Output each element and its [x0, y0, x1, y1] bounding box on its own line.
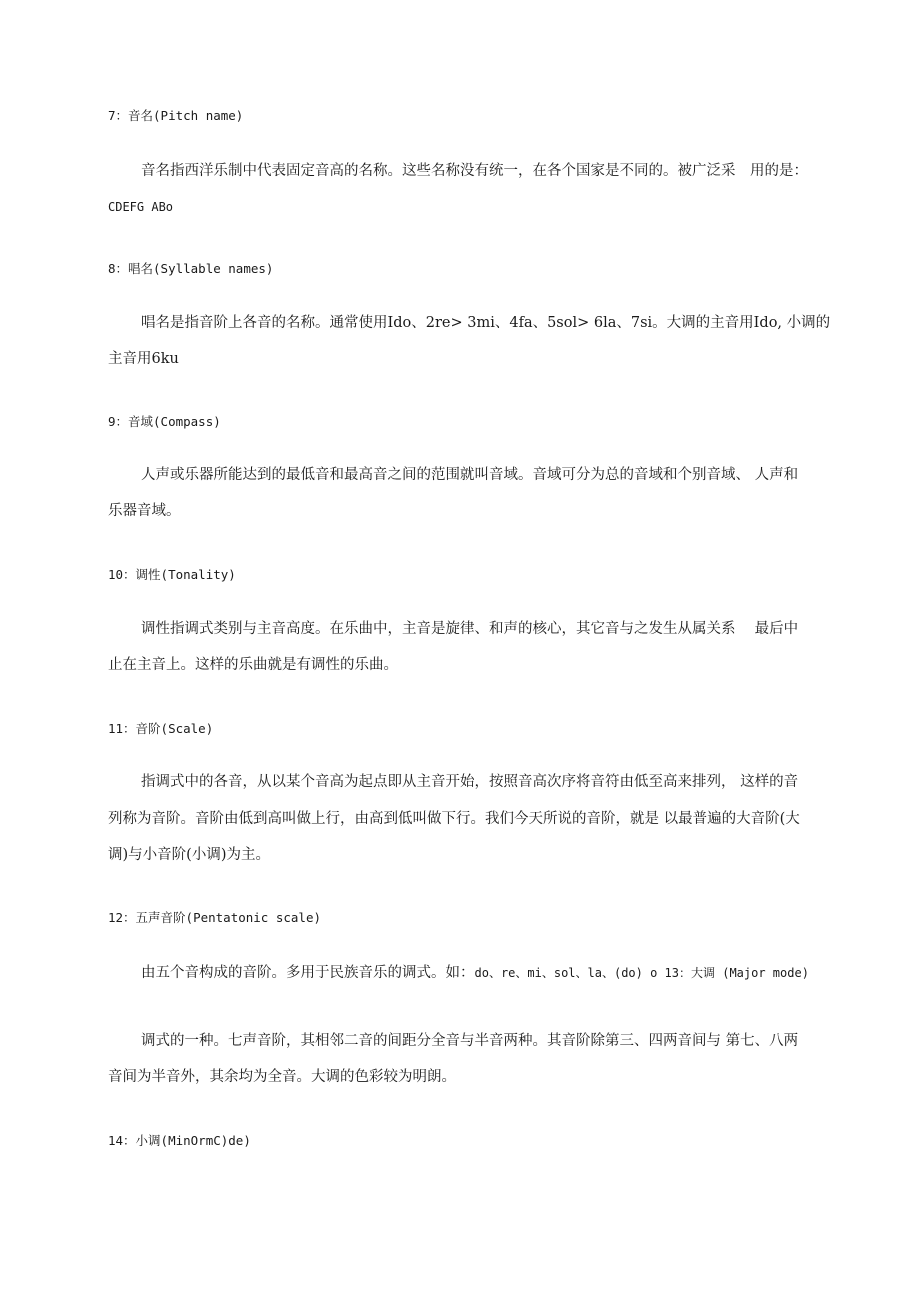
- paragraph-line: 调)与小音阶(小调)为主。: [108, 847, 270, 863]
- paragraph-line: 主音用6ku: [108, 351, 179, 367]
- heading-compass: 9：音域(Compass): [108, 414, 221, 429]
- heading-tonality: 10：调性(Tonality): [108, 567, 236, 582]
- heading-scale: 11：音阶(Scale): [108, 721, 214, 736]
- paragraph-line: 列称为音阶。音阶由低到高叫做上行，由高到低叫做下行。我们今天所说的音阶，就是 以最普遍的大音阶(大: [108, 811, 800, 827]
- paragraph-line: 乐器音域。: [108, 503, 181, 519]
- paragraph-line: 唱名是指音阶上各音的名称。通常使用Ido、2re> 3mi、4fa、5sol> 6la、7si。大调的主音用Ido, 小调的: [141, 315, 831, 331]
- paragraph-text: 由五个音构成的音阶。多用于民族音乐的调式。如：: [141, 965, 475, 981]
- heading-minor-mode: 14：小调(MinOrmC)de): [108, 1133, 251, 1148]
- heading-pitch-name: 7：音名(Pitch name): [108, 108, 244, 123]
- paragraph-line: 调性指调式类别与主音高度。在乐曲中，主音是旋律、和声的核心，其它音与之发生从属关系 最后中: [141, 621, 799, 637]
- paragraph-line-mixed: [141, 964, 809, 982]
- heading-pentatonic-scale: 12：五声音阶(Pentatonic scale): [108, 910, 322, 925]
- paragraph-line: 人声或乐器所能达到的最低音和最高音之间的范围就叫音域。音域可分为总的音域和个别音域、 人声和: [141, 467, 799, 483]
- heading-syllable-names: 8：唱名(Syllable names): [108, 261, 274, 276]
- paragraph-line: 止在主音上。这样的乐曲就是有调性的乐曲。: [108, 657, 398, 673]
- paragraph-line: 指调式中的各音，从以某个音高为起点即从主音开始，按照音高次序将音符由低至高来排列， 这样的音: [141, 774, 799, 790]
- paragraph-line: 音间为半音外，其余均为全音。大调的色彩较为明朗。: [108, 1069, 456, 1085]
- paragraph-line: 调式的一种。七声音阶，其相邻二音的间距分全音与半音两种。其音阶除第三、四两音间与 第七、八两: [141, 1033, 799, 1049]
- paragraph-line: CDEFG ABo: [108, 200, 174, 214]
- paragraph-text-inline-heading: do、re、mi、sol、la、(do) o 13：大调 (Major mode): [474, 966, 809, 980]
- paragraph-line: 音名指西洋乐制中代表固定音高的名称。这些名称没有统一，在各个国家是不同的。被广泛采 用的是：: [141, 163, 808, 179]
